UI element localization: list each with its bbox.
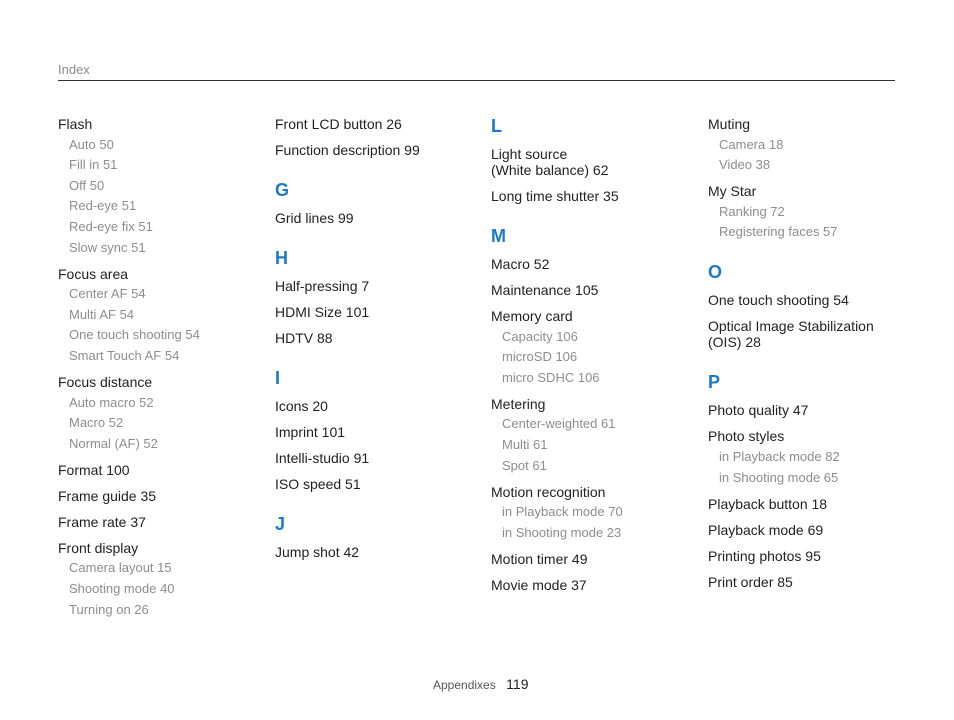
- index-entry-term: Format 100: [58, 461, 130, 478]
- index-entry-term: Optical Image Stabilization (OIS) 28: [708, 318, 874, 351]
- index-entry-term: Macro 52: [491, 256, 550, 272]
- page-number: 119: [506, 676, 529, 692]
- index-entry-term: HDMI Size 101: [275, 304, 370, 320]
- index-entry-term: Icons 20: [275, 398, 328, 414]
- index-entry-term: Print order 85: [708, 573, 793, 590]
- index-entry: [58, 462, 263, 478]
- index-entry: [708, 428, 913, 485]
- index-subentry: in Playback mode 70: [502, 504, 623, 520]
- index-subentry: Turning on 26: [69, 601, 149, 617]
- index-entry: [58, 266, 263, 364]
- index-entry-term: Muting: [708, 116, 751, 132]
- index-subentry: in Shooting mode 23: [502, 524, 622, 540]
- index-entry-term: Photo styles: [708, 428, 785, 445]
- index-entry: [275, 476, 480, 492]
- index-entry-term: Frame guide 35: [58, 487, 157, 504]
- index-subentry: Center-weighted 61: [502, 416, 616, 432]
- index-entry: [275, 116, 480, 132]
- index-entry: [491, 577, 696, 593]
- index-entry: [275, 210, 480, 226]
- index-entry: [58, 116, 263, 256]
- index-subentry: microSD 106: [502, 349, 578, 365]
- index-entry-term: Motion timer 49: [491, 550, 588, 567]
- footer-section-label: Appendixes: [433, 678, 496, 692]
- index-entry-term: Focus area: [58, 265, 129, 282]
- index-entry-term: Focus distance: [58, 373, 153, 390]
- index-column-3: [491, 116, 696, 603]
- index-subentry: Red-eye fix 51: [69, 218, 153, 234]
- index-subentry: Auto macro 52: [69, 394, 154, 410]
- index-entry: [708, 116, 913, 173]
- index-entry: [708, 402, 913, 418]
- index-entry: [708, 292, 913, 308]
- index-entry-term: Movie mode 37: [491, 576, 587, 593]
- index-entry-term: Maintenance 105: [491, 282, 599, 298]
- index-entry-term: Half-pressing 7: [275, 278, 370, 294]
- index-entry: [491, 484, 696, 541]
- index-entry-term: Intelli-studio 91: [275, 450, 370, 466]
- index-entry: [58, 488, 263, 504]
- index-subentry: Ranking 72: [719, 203, 785, 219]
- section-header-label: Index: [58, 62, 90, 77]
- index-entry-term: Playback button 18: [708, 495, 828, 512]
- index-subentry: Registering faces 57: [719, 224, 838, 240]
- index-subentry: in Playback mode 82: [719, 448, 840, 464]
- index-entry-term: Function description 99: [275, 142, 420, 158]
- index-entry-term: Front LCD button 26: [275, 116, 402, 132]
- index-entry: [491, 282, 696, 298]
- index-entry: [275, 278, 480, 294]
- index-letter-heading: P: [708, 372, 721, 393]
- index-entry: [708, 318, 913, 350]
- index-subentry: in Shooting mode 65: [719, 469, 839, 485]
- index-entry: [275, 142, 480, 158]
- index-entry-term: Flash: [58, 116, 93, 132]
- index-entry: [58, 540, 263, 618]
- index-entry-term: Grid lines 99: [275, 210, 354, 226]
- index-entry-term: Light source (White balance) 62: [491, 146, 609, 178]
- index-letter-heading: O: [708, 262, 723, 283]
- index-entry: [491, 308, 696, 386]
- index-entry: [708, 548, 913, 564]
- index-entry: [708, 183, 913, 240]
- index-subentry: micro SDHC 106: [502, 369, 600, 385]
- index-subentry: Normal (AF) 52: [69, 435, 158, 451]
- index-entry-term: Printing photos 95: [708, 547, 821, 564]
- index-subentry: Video 38: [719, 157, 771, 173]
- index-letter-heading: M: [491, 226, 506, 246]
- index-subentry: Shooting mode 40: [69, 580, 175, 596]
- index-subentry: Red-eye 51: [69, 198, 137, 214]
- index-entry: [491, 551, 696, 567]
- index-entry: [708, 522, 913, 538]
- index-column-1: [58, 116, 263, 628]
- index-subentry: Fill in 51: [69, 157, 118, 173]
- index-entry-term: HDTV 88: [275, 330, 333, 346]
- index-entry: [275, 544, 480, 560]
- index-entry: [491, 188, 696, 204]
- index-subentry: Slow sync 51: [69, 239, 146, 255]
- index-entry-term: My Star: [708, 183, 757, 200]
- index-entry: [275, 304, 480, 320]
- index-entry: [491, 256, 696, 272]
- index-entry: [491, 146, 696, 178]
- index-subentry: Camera 18: [719, 136, 784, 152]
- index-letter-heading: H: [275, 248, 288, 268]
- index-entry-term: Long time shutter 35: [491, 188, 619, 204]
- index-subentry: Spot 61: [502, 457, 547, 473]
- index-entry-term: Frame rate 37: [58, 513, 146, 530]
- index-subentry: Multi AF 54: [69, 306, 135, 322]
- index-entry: [491, 396, 696, 474]
- index-entry: [275, 398, 480, 414]
- index-entry-term: Metering: [491, 395, 546, 412]
- index-subentry: Off 50: [69, 177, 105, 193]
- index-entry: [275, 424, 480, 440]
- index-entry: [275, 330, 480, 346]
- index-column-4: [708, 116, 913, 600]
- index-subentry: One touch shooting 54: [69, 327, 200, 343]
- index-entry-term: Front display: [58, 539, 139, 556]
- index-subentry: Capacity 106: [502, 328, 578, 344]
- index-subentry: Macro 52: [69, 415, 124, 431]
- page-footer: [433, 676, 529, 694]
- index-entry: [275, 450, 480, 466]
- index-letter-heading: J: [275, 514, 286, 534]
- index-entry: [58, 374, 263, 452]
- index-entry-term: ISO speed 51: [275, 476, 361, 492]
- index-entry-term: Playback mode 69: [708, 521, 824, 538]
- index-letter-heading: I: [275, 368, 281, 388]
- index-subentry: Smart Touch AF 54: [69, 347, 180, 363]
- index-entry-term: Photo quality 47: [708, 402, 809, 419]
- index-subentry: Camera layout 15: [69, 560, 172, 576]
- index-entry-term: One touch shooting 54: [708, 292, 849, 309]
- index-entry-term: Imprint 101: [275, 424, 346, 440]
- index-entry: [708, 496, 913, 512]
- index-entry-term: Jump shot 42: [275, 544, 360, 560]
- index-entry: [708, 574, 913, 590]
- index-letter-heading: L: [491, 116, 502, 136]
- index-entry-term: Memory card: [491, 308, 573, 324]
- index-subentry: Center AF 54: [69, 286, 146, 302]
- index-letter-heading: G: [275, 180, 290, 200]
- index-column-2: [275, 116, 480, 570]
- index-entry-term: Motion recognition: [491, 483, 606, 500]
- index-subentry: Multi 61: [502, 436, 548, 452]
- index-entry: [58, 514, 263, 530]
- index-subentry: Auto 50: [69, 136, 114, 152]
- header-divider: [58, 80, 895, 81]
